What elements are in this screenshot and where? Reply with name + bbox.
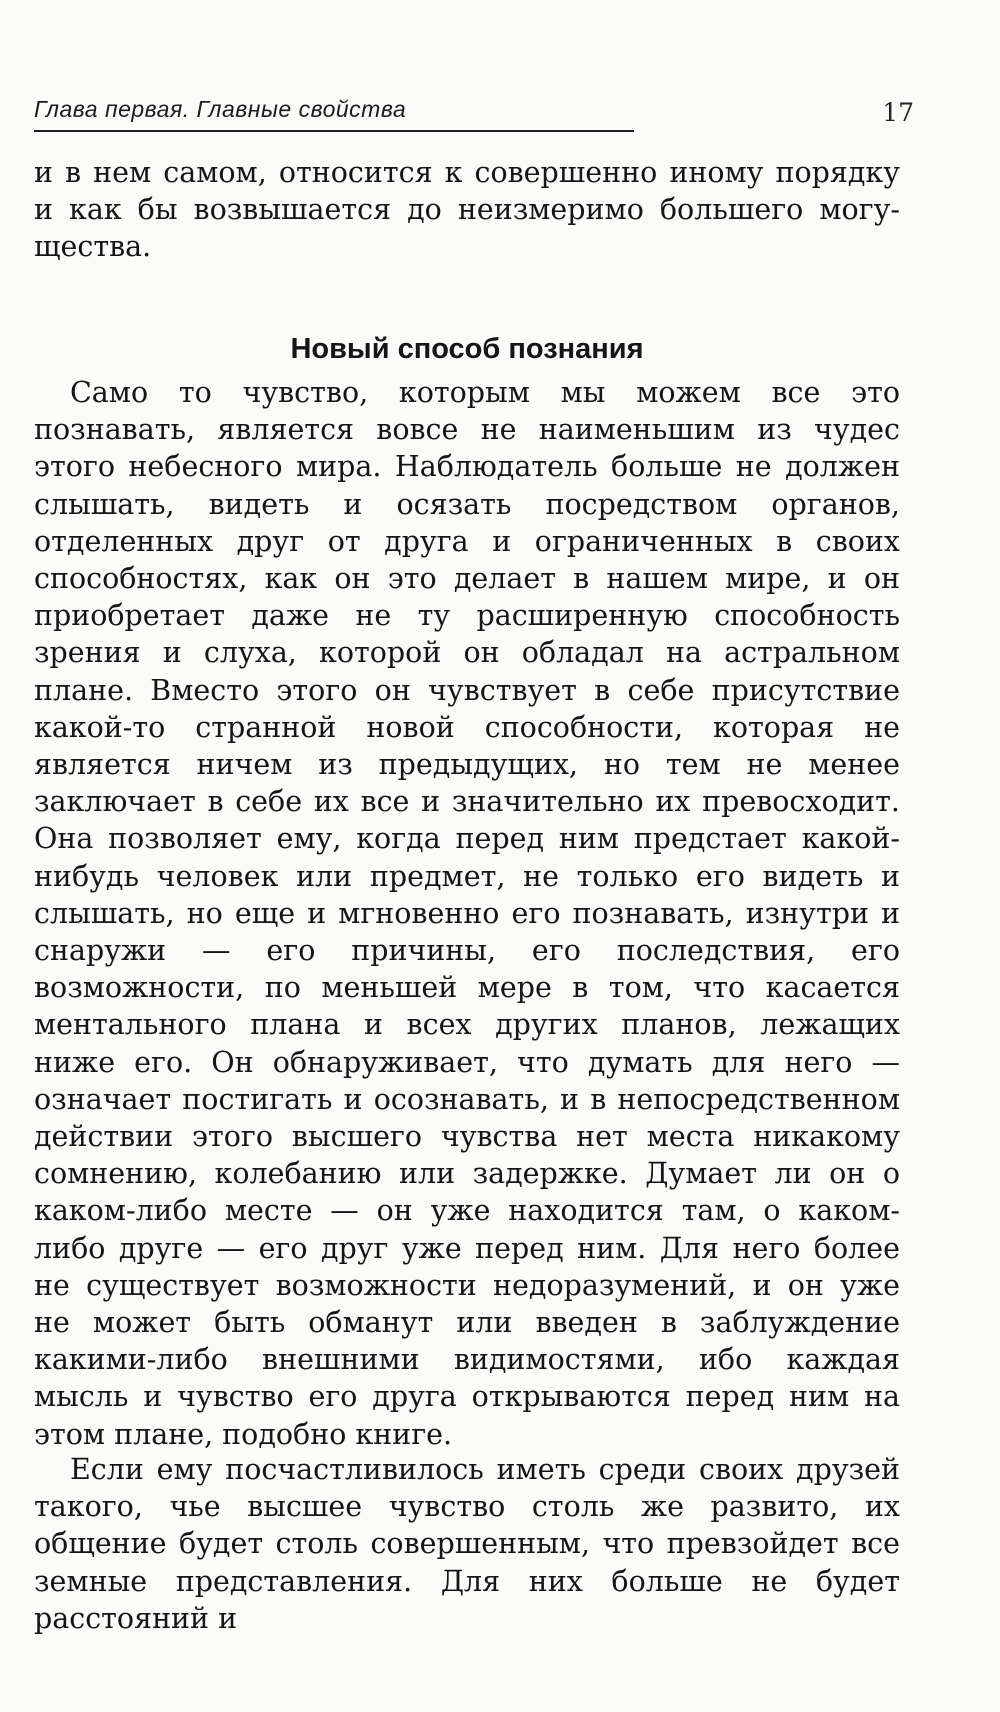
paragraph-text: Само то чувство, которым мы можем все это познавать, является вовсе не наименьшим из чудес этого небесного мира. Наблюдатель больше не должен слышать, видеть и осязать посредством органов, отделенных друг от друга и ограниченных в своих способностях, как он это делает в нашем мире, и он приобретает даже не ту расширенную способность зрения и слуха, которой он обладал на астральном плане. Вместо этого он чувствует в себе присутствие какой-то странной новой способности, которая не является ничем из предыдущих, но тем не менее заключает в себе их все и значительно их превосходит. Она позволяет ему, когда перед ним предстает какой-нибудь человек или предмет, не только его видеть и слышать, но еще и мгновенно его познавать, изнутри и снаружи — его причины, его последствия, его возможности, по меньшей мере в том, что касается ментального плана и всех других планов, лежащих ниже его. Он обнаруживает, что думать для него — означает постигать и осознавать, и в непосредственном действии этого высшего чувства нет места никакому сомнению, колебанию или задержке. Думает ли он о каком-либо месте — он уже находится там, о каком-либо друге — его друг уже перед ним. Для него более не существует возможности недоразумений, и он уже не может быть обманут или введен в заблуждение какими-либо внешними видимостями, ибо каждая мысль и чувство его друга открываются перед ним на этом плане, подобно книге.	[34, 376, 900, 1451]
paragraph-text: и в нем самом, относится к совершенно иному порядку и как бы возвышается до неизмеримо большего могущества.	[34, 156, 900, 264]
paragraph-text: Если ему посчастливилось иметь среди своих друзей такого, чье высшее чувство столь же развито, их общение будет столь совершенным, что превзойдет все земные представления. Для них больше не будет расстояний и	[34, 1453, 900, 1635]
page-number: 17	[882, 98, 914, 127]
running-header	[34, 96, 634, 132]
paragraph-main	[34, 374, 900, 1453]
header-rule	[34, 130, 634, 132]
running-title: Глава первая. Главные свойства	[34, 96, 407, 122]
paragraph-last	[34, 1451, 900, 1637]
section-heading: Новый способ познания	[290, 333, 644, 365]
paragraph-continuation	[34, 154, 900, 266]
